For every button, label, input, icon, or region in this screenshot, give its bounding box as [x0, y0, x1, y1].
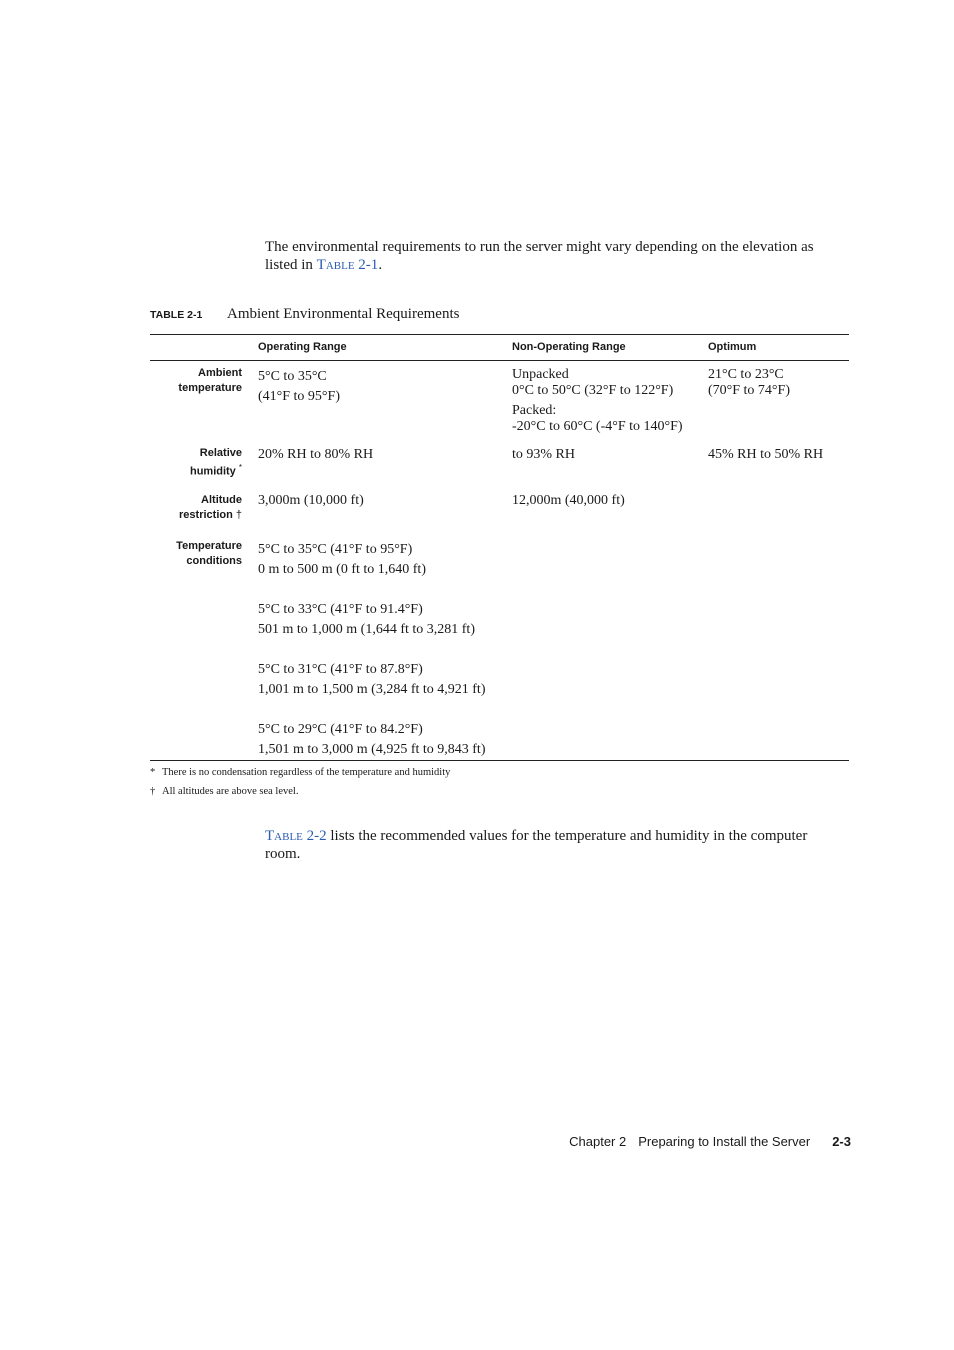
row-label-relative-humidity: [190, 446, 242, 479]
header-optimum: Optimum: [708, 341, 757, 353]
altitude-operating: 3,000m (10,000 ft): [258, 493, 364, 508]
cell-line: -20°C to 60°C (-4°F to 140°F): [512, 419, 683, 434]
table-title: Ambient Environmental Requirements: [227, 306, 460, 322]
ambient-optimum: [708, 367, 790, 399]
row-label-altitude-restriction: [179, 493, 242, 522]
intro-period: .: [378, 257, 383, 273]
condition-temperature: 5°C to 29°C (41°F to 84.2°F): [258, 722, 423, 737]
header-non-operating-range: Non-Operating Range: [512, 341, 626, 353]
header-operating-range: Operating Range: [258, 341, 347, 353]
intro-paragraph: [265, 238, 835, 274]
condition-altitude: 1,001 m to 1,500 m (3,284 ft to 4,921 ft): [258, 682, 486, 697]
humidity-non-operating: to 93% RH: [512, 447, 575, 462]
footnote-text: All altitudes are above sea level.: [162, 786, 299, 797]
condition-temperature: 5°C to 33°C (41°F to 91.4°F): [258, 602, 423, 617]
condition-altitude: 0 m to 500 m (0 ft to 1,640 ft): [258, 562, 426, 577]
footnote-mark: †: [150, 786, 156, 797]
footnote-mark: †: [235, 508, 242, 521]
row-label-ambient-temperature: [178, 366, 242, 395]
footnote-mark: *: [238, 462, 242, 472]
condition-group: [258, 660, 486, 700]
row-label-line: Ambient: [198, 367, 242, 379]
table-bottom-rule: [150, 760, 849, 761]
cell-line: Unpacked: [512, 367, 569, 382]
row-label-line: temperature: [178, 381, 242, 394]
condition-group: [258, 600, 486, 640]
row-label-line: conditions: [186, 554, 242, 567]
table-caption: [150, 306, 459, 323]
ambient-non-operating: [512, 367, 683, 435]
cell-line: (70°F to 74°F): [708, 383, 790, 398]
table-top-rule: [150, 334, 849, 335]
footnote-mark: *: [150, 767, 156, 778]
cell-line: 5°C to 35°C: [258, 369, 327, 384]
table-2-1-link[interactable]: Table 2-1: [316, 257, 379, 273]
row-label-line: humidity: [189, 465, 236, 478]
condition-group: [258, 720, 486, 760]
condition-temperature: 5°C to 35°C (41°F to 95°F): [258, 542, 413, 557]
condition-temperature: 5°C to 31°C (41°F to 87.8°F): [258, 662, 423, 677]
table-header-rule: [150, 360, 849, 361]
footnote-text: There is no condensation regardless of the temperature and humidity: [162, 767, 451, 778]
row-label-temperature-conditions: [176, 539, 242, 568]
condition-altitude: 501 m to 1,000 m (1,644 ft to 3,281 ft): [258, 622, 475, 637]
cell-line: 21°C to 23°C: [708, 367, 784, 382]
footnote-sea-level: [150, 786, 298, 797]
row-label-line: Temperature: [176, 540, 242, 552]
table-2-2-link[interactable]: Table 2-2: [265, 828, 327, 844]
intro-text: The environmental requirements to run the server might vary depending on the elevation as listed in: [265, 239, 814, 273]
humidity-optimum: 45% RH to 50% RH: [708, 447, 824, 462]
outro-text: lists the recommended values for the temperature and humidity in the computer room.: [265, 828, 808, 862]
row-label-line: restriction: [179, 508, 233, 521]
ambient-operating: [258, 367, 340, 407]
cell-line: Packed:: [512, 403, 557, 418]
footer-chapter-title: Preparing to Install the Server: [638, 1134, 811, 1149]
altitude-non-operating: 12,000m (40,000 ft): [512, 493, 625, 508]
row-label-line: Altitude: [201, 494, 242, 506]
row-label-line: Relative: [199, 447, 242, 459]
cell-line: (41°F to 95°F): [258, 389, 340, 404]
condition-altitude: 1,501 m to 3,000 m (4,925 ft to 9,843 ft): [258, 742, 486, 757]
table-label: TABLE 2-1: [150, 309, 203, 321]
condition-group: [258, 540, 486, 580]
footer-chapter: Chapter 2: [569, 1134, 627, 1149]
humidity-operating: 20% RH to 80% RH: [258, 447, 374, 462]
page-number: 2-3: [832, 1134, 851, 1149]
footnote-condensation: [150, 767, 450, 778]
page-footer: [569, 1134, 851, 1149]
cell-line: 0°C to 50°C (32°F to 122°F): [512, 383, 674, 398]
temperature-conditions-operating: [258, 540, 486, 760]
outro-paragraph: [265, 827, 835, 863]
